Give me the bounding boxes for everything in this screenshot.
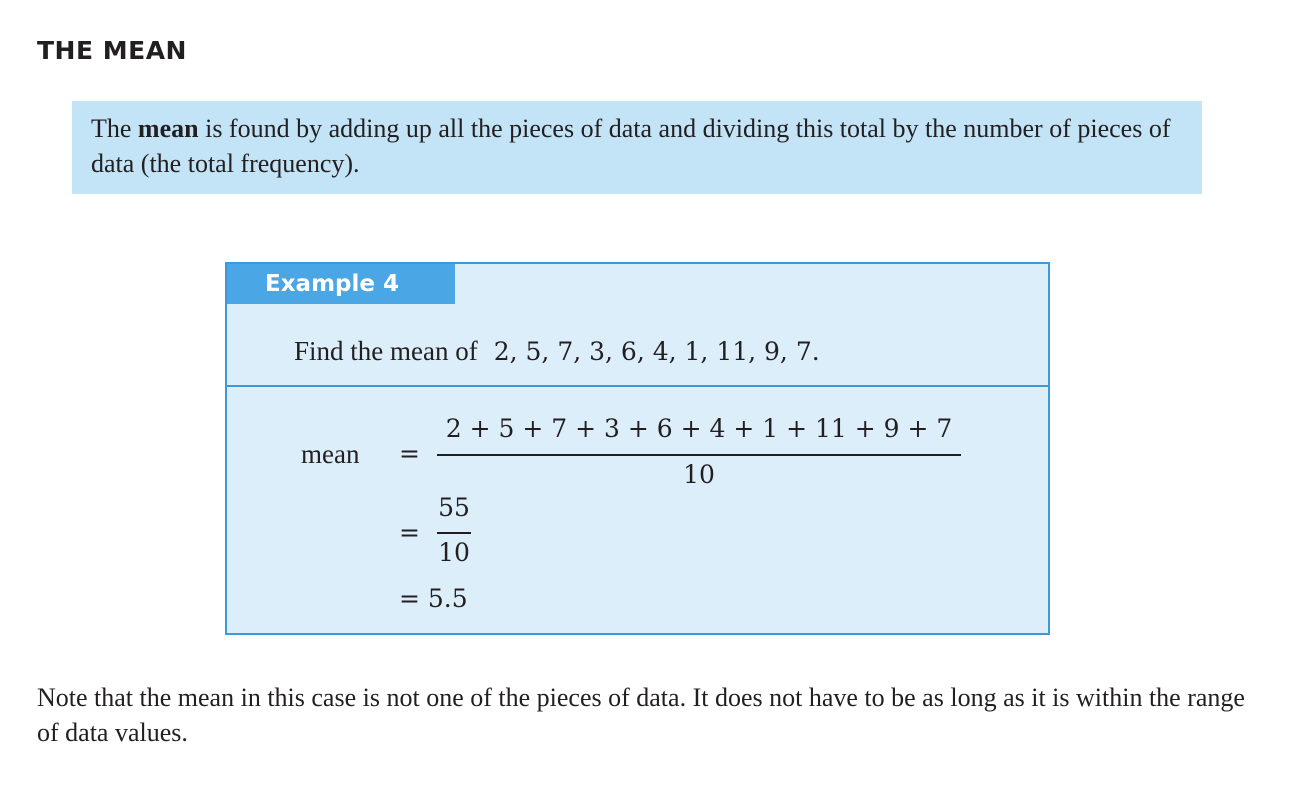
step3-result: = 5.5 xyxy=(399,584,468,613)
definition-term: mean xyxy=(137,114,199,143)
step2-denominator: 10 xyxy=(438,538,470,567)
example-divider xyxy=(227,385,1048,387)
question-data-list: 2, 5, 7, 3, 6, 4, 1, 11, 9, 7. xyxy=(493,337,820,366)
note-paragraph: Note that the mean in this case is not one of the pieces of data. It does not have to be as long as it is within the range of data values. xyxy=(37,683,1245,747)
question-text: Find the mean of xyxy=(294,336,478,366)
solution-equals-1: = xyxy=(399,439,420,468)
example-box xyxy=(225,262,1050,635)
definition-suffix: is found by adding up all the pieces of data and dividing this total by the number of pieces of data (the total frequency). xyxy=(91,114,1171,178)
step2-fraction-bar xyxy=(437,532,471,534)
definition-prefix: The xyxy=(91,114,138,143)
example-question xyxy=(294,336,820,367)
step1-numerator: 2 + 5 + 7 + 3 + 6 + 4 + 1 + 11 + 9 + 7 xyxy=(445,414,953,443)
solution-mean-label: mean xyxy=(301,439,360,469)
step1-fraction-bar xyxy=(437,454,961,456)
solution-equals-2: = xyxy=(399,518,420,547)
section-heading: THE MEAN xyxy=(37,36,187,65)
definition-box xyxy=(72,101,1202,194)
example-tab: Example 4 xyxy=(227,264,455,304)
step2-numerator: 55 xyxy=(438,493,470,522)
step1-denominator: 10 xyxy=(683,460,715,489)
